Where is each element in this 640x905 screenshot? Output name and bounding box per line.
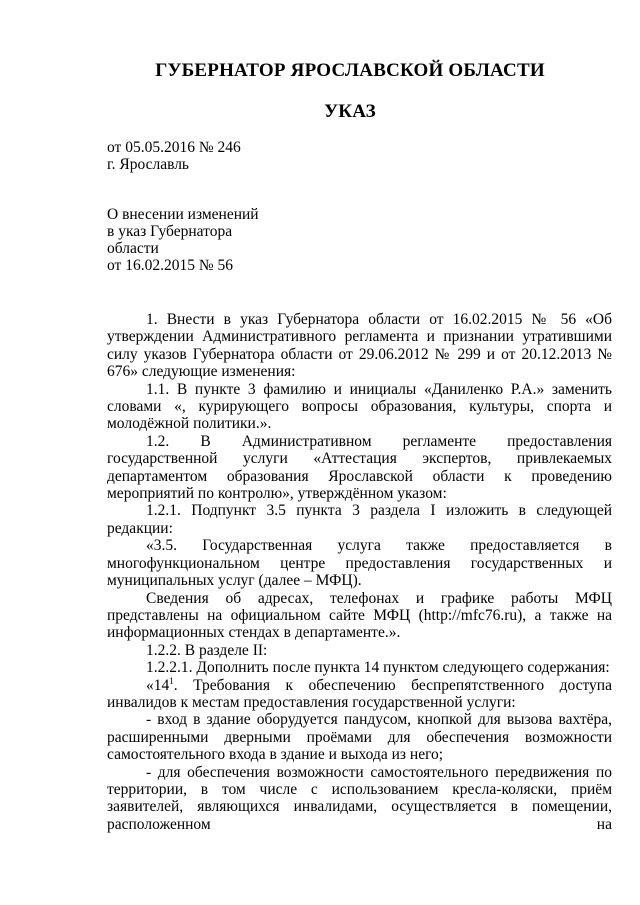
document-body (107, 311, 612, 833)
paragraph-1-2: 1.2. В Административном регламенте предоставления государственной услуги «Аттестация экспертов, привлекаемых департаментом образования Ярославской области к проведению мероприятий по контролю», утверждённом указом: (107, 432, 612, 503)
paragraph-1-1: 1.1. В пункте 3 фамилию и инициалы «Даниленко Р.А.» заменить словами «, курирующего вопросы образования, культуры, спорта и молодёжной политики.». (107, 380, 612, 433)
issuing-authority-title: ГУБЕРНАТОР ЯРОСЛАВСКОЙ ОБЛАСТИ (155, 60, 545, 81)
paragraph-14-1 (107, 677, 612, 712)
paragraph-1-2-2: 1.2.2. В разделе II: (146, 641, 268, 659)
subject-line: области (107, 240, 159, 257)
paragraph-1: 1. Внести в указ Губернатора области от 16.02.2015 № 56 «Об утверждении Административного регламента и признании утратившими силу указов Губернатора области от 29.06.2012 № 299 и от 20.12.2013 № 676» следующие изменения: (107, 311, 612, 381)
paragraph-mfc-info: Сведения об адресах, телефонах и графике работы МФЦ представлены на официальном сайте МФЦ (http://mfc76.ru), а также на информационных стендах в департаменте.». (107, 589, 612, 642)
subject-line: от 16.02.2015 № 56 (107, 257, 233, 274)
document-type-title: УКАЗ (324, 101, 376, 122)
clause-superscript: 1 (169, 675, 174, 686)
subject-line: в указ Губернатора (107, 223, 233, 240)
paragraph-1-2-2-1: 1.2.2.1. Дополнить после пункта 14 пунктом следующего содержания: (146, 659, 610, 677)
clause-text: . Требования к обеспечению беспрепятственного доступа инвалидов к местам предоставления государственной услуги: (107, 676, 612, 711)
paragraph-3-5: «3.5. Государственная услуга также предоставляется в многофункциональном центре предоставления государственных и муниципальных услуг (далее – МФЦ). (107, 537, 612, 590)
paragraph-movement: - для обеспечения возможности самостоятельного передвижения по территории, в том числе с использованием кресла-коляски, приём заявителей, являющихся инвалидами, осуществляется в помещении, расположенном на (107, 763, 612, 833)
document-city: г. Ярославль (107, 156, 189, 173)
document-subject (107, 206, 259, 274)
paragraph-1-2-1: 1.2.1. Подпункт 3.5 пункта 3 раздела I изложить в следующей редакции: (107, 502, 612, 537)
document-date-number: от 05.05.2016 № 246 (107, 139, 241, 156)
paragraph-entrance: - вход в здание оборудуется пандусом, кнопкой для вызова вахтёра, расширенными дверными проёмами для обеспечения возможности самостоятельного входа в здание и выхода из него; (107, 711, 612, 764)
subject-line: О внесении изменений (107, 206, 259, 223)
clause-number: «14 (146, 676, 170, 694)
